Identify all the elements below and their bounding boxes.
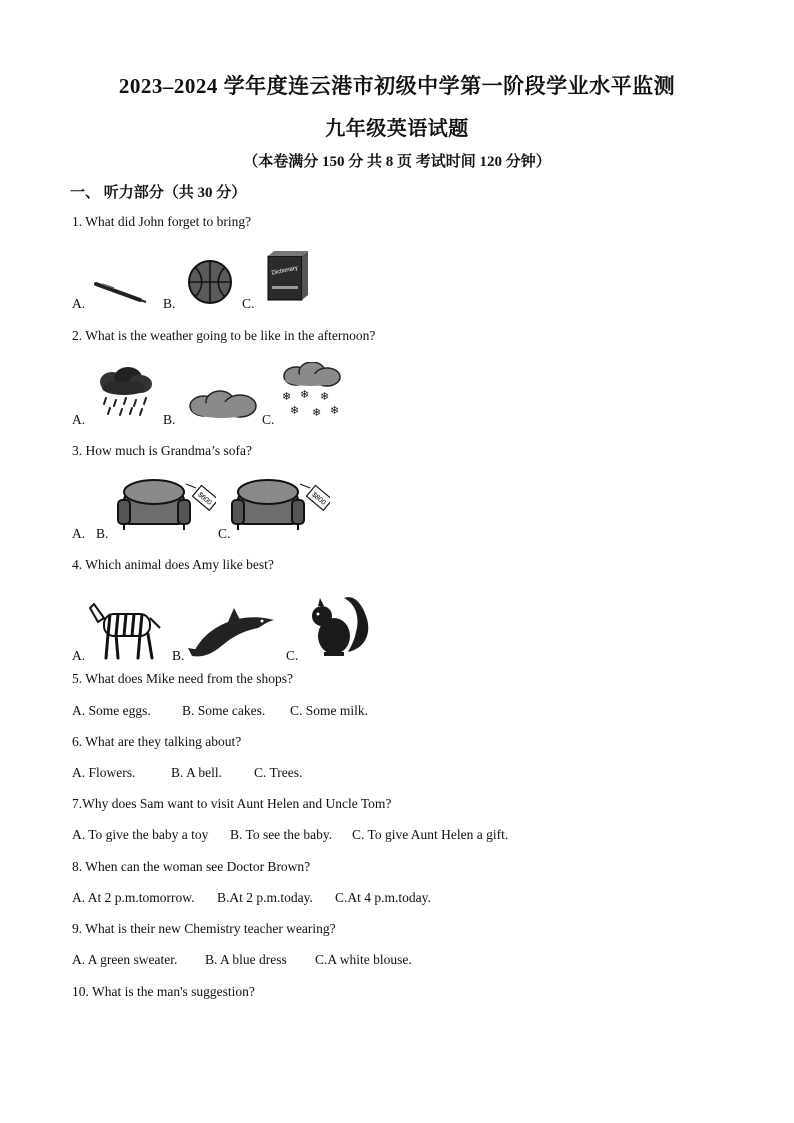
- dictionary-icon[interactable]: [264, 250, 310, 302]
- pen-icon[interactable]: [92, 278, 148, 306]
- option-label[interactable]: B. To see the baby.: [230, 827, 333, 842]
- option-label[interactable]: C.: [262, 412, 275, 427]
- option-label[interactable]: C.: [218, 526, 231, 541]
- svg-text:❄: ❄: [330, 404, 340, 417]
- exam-note: （本卷满分 150 分 共 8 页 考试时间 120 分钟）: [243, 154, 551, 170]
- question-1: 1. What did John forget to bring?: [72, 214, 252, 229]
- rain-cloud-icon[interactable]: [96, 366, 154, 418]
- sofa-price-icon[interactable]: [116, 476, 216, 532]
- dolphin-icon[interactable]: [188, 602, 280, 660]
- option-label[interactable]: B. A blue dress: [205, 952, 287, 967]
- svg-text:❄: ❄: [300, 388, 310, 401]
- question-9: 9. What is their new Chemistry teacher wearing?: [72, 921, 336, 936]
- section-heading: 一、 听力部分（共 30 分）: [70, 185, 247, 201]
- option-label[interactable]: A.: [72, 526, 86, 541]
- option-label[interactable]: B.At 2 p.m.today.: [217, 890, 313, 905]
- option-label[interactable]: A. Flowers.: [72, 765, 136, 780]
- zebra-icon[interactable]: [88, 598, 168, 662]
- option-label[interactable]: A.: [72, 296, 86, 311]
- option-label[interactable]: A. To give the baby a toy: [72, 827, 209, 842]
- option-label[interactable]: C.At 4 p.m.today.: [335, 890, 431, 905]
- option-label[interactable]: C.: [242, 296, 255, 311]
- option-label[interactable]: C.A white blouse.: [315, 952, 412, 967]
- svg-text:❄: ❄: [320, 390, 330, 403]
- option-label[interactable]: B.: [163, 412, 176, 427]
- question-8: 8. When can the woman see Doctor Brown?: [72, 859, 311, 874]
- svg-text:❄: ❄: [312, 406, 322, 419]
- option-label[interactable]: C.: [286, 648, 299, 663]
- squirrel-icon[interactable]: [304, 592, 374, 658]
- option-label[interactable]: A.: [72, 648, 86, 663]
- option-label[interactable]: C. Some milk.: [290, 703, 369, 718]
- basketball-icon[interactable]: [186, 258, 234, 306]
- option-label[interactable]: A.: [72, 412, 86, 427]
- cloudy-icon[interactable]: [186, 388, 260, 422]
- sofa-price-icon[interactable]: [230, 476, 330, 532]
- option-label[interactable]: A. At 2 p.m.tomorrow.: [72, 890, 195, 905]
- question-10: 10. What is the man's suggestion?: [72, 984, 255, 999]
- option-label[interactable]: A. A green sweater.: [72, 952, 178, 967]
- question-6: 6. What are they talking about?: [72, 734, 242, 749]
- option-label[interactable]: C. To give Aunt Helen a gift.: [352, 827, 509, 842]
- option-label[interactable]: B. Some cakes.: [182, 703, 266, 718]
- question-2: 2. What is the weather going to be like in the afternoon?: [72, 328, 376, 343]
- question-4: 4. Which animal does Amy like best?: [72, 557, 274, 572]
- question-3: 3. How much is Grandma’s sofa?: [72, 443, 252, 458]
- option-label[interactable]: B. A bell.: [171, 765, 223, 780]
- option-label[interactable]: C. Trees.: [254, 765, 303, 780]
- option-label[interactable]: A. Some eggs.: [72, 703, 151, 718]
- price-tag: $800: [310, 491, 327, 507]
- question-7: 7.Why does Sam want to visit Aunt Helen and Uncle Tom?: [72, 796, 392, 811]
- page-title: 2023–2024 学年度连云港市初级中学第一阶段学业水平监测: [118, 74, 676, 98]
- dictionary-label: Dictionary: [271, 265, 299, 277]
- option-label[interactable]: B.: [96, 526, 109, 541]
- option-label[interactable]: B.: [163, 296, 176, 311]
- question-5: 5. What does Mike need from the shops?: [72, 671, 293, 686]
- svg-text:❄: ❄: [282, 390, 292, 403]
- svg-text:❄: ❄: [290, 404, 300, 417]
- option-label[interactable]: B.: [172, 648, 185, 663]
- page-subtitle: 九年级英语试题: [325, 118, 469, 140]
- price-tag: $600: [196, 491, 213, 507]
- snow-cloud-icon[interactable]: [280, 362, 342, 420]
